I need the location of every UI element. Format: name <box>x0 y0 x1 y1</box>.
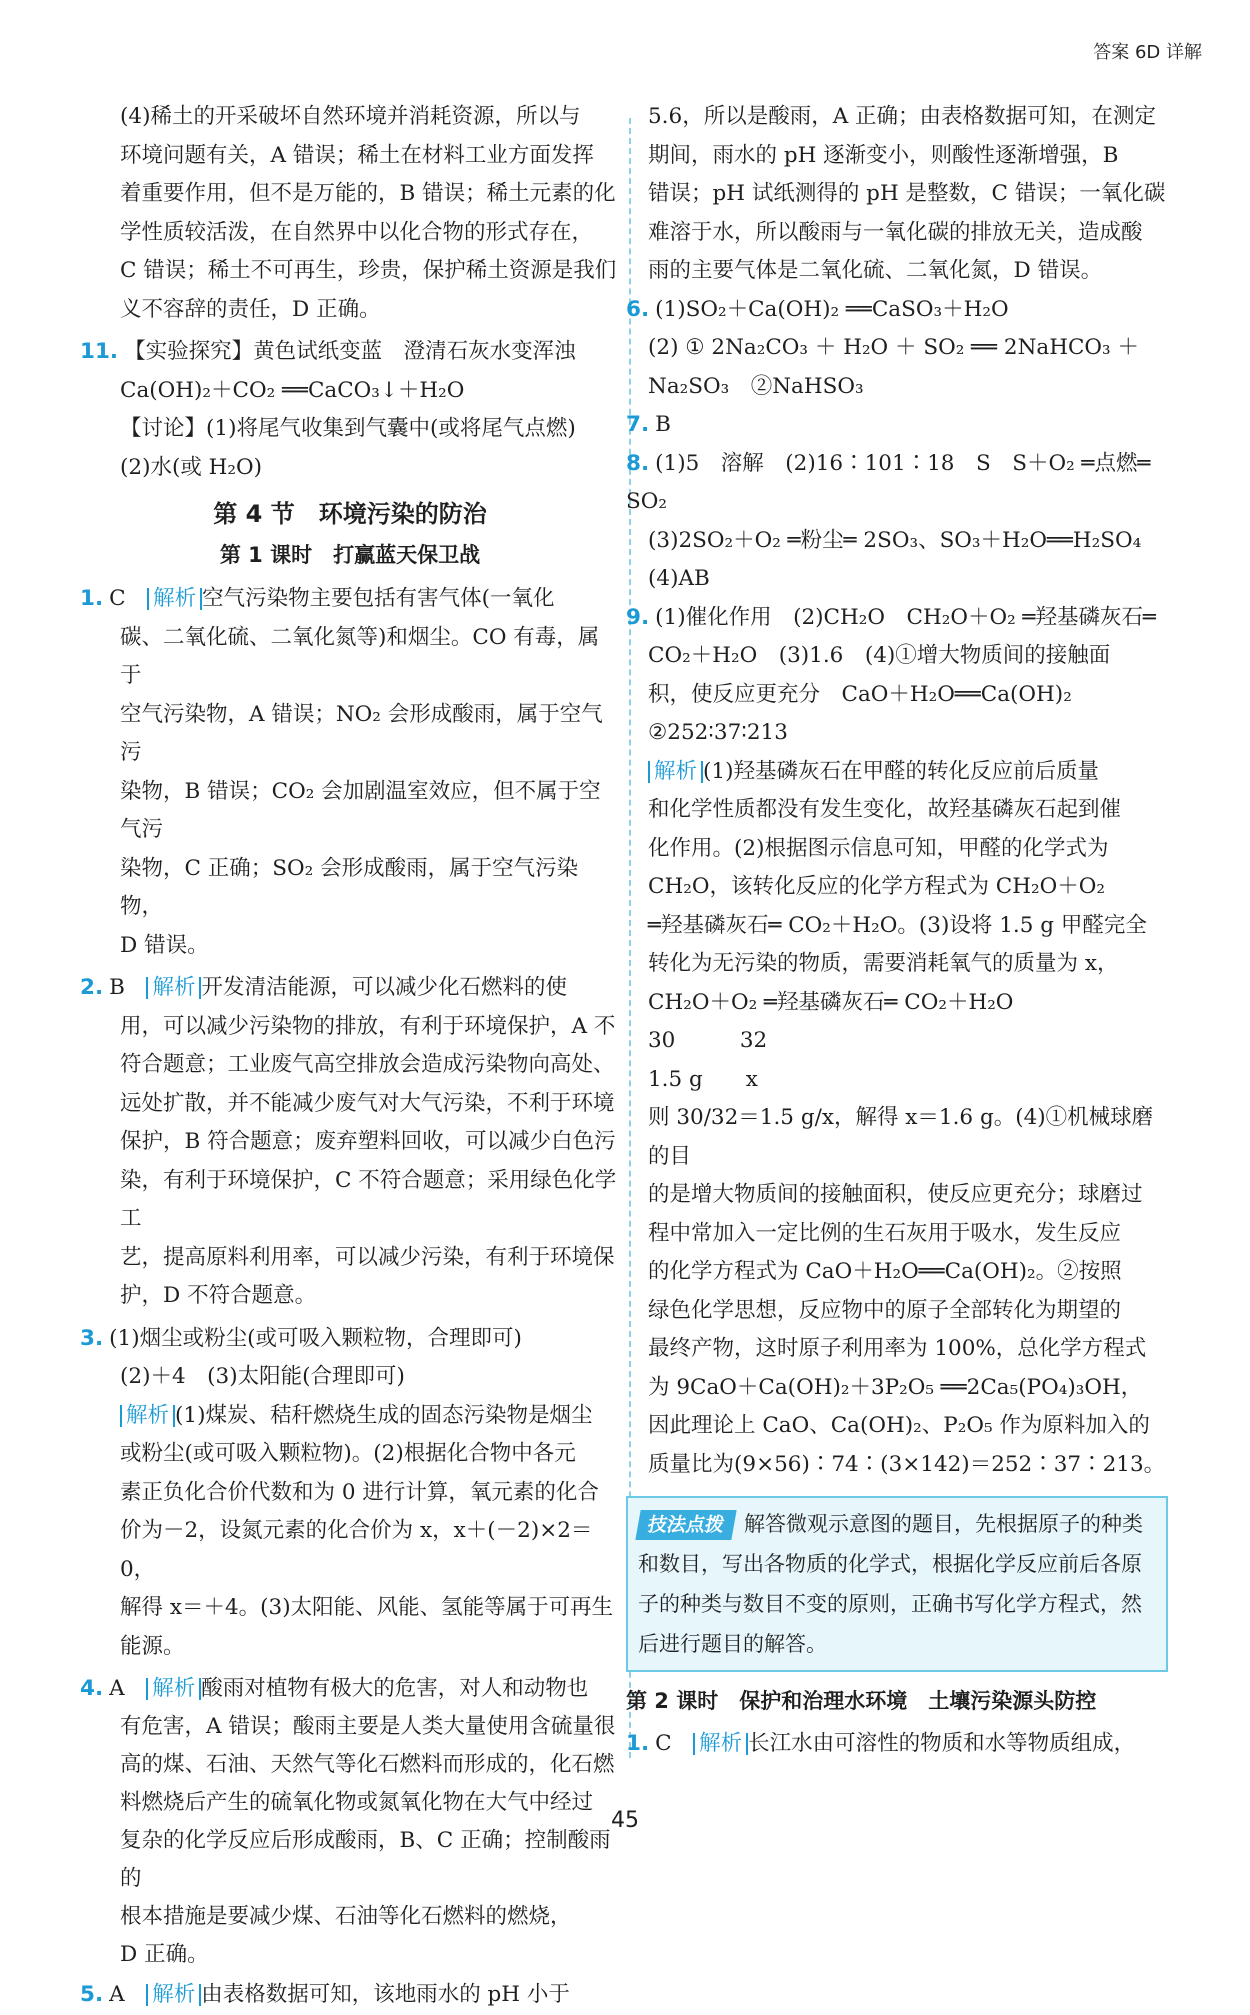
text-line: 开发清洁能源，可以减少化石燃料的使 <box>201 975 567 1000</box>
text-line: 染物，C 正确；SO₂ 会形成酸雨，属于空气污染物， <box>120 855 579 919</box>
text-line: 积，使反应更充分 CaO＋H₂O══Ca(OH)₂ <box>648 681 1072 707</box>
text-line: D 错误。 <box>120 932 209 958</box>
question-number: 5. <box>80 1982 104 2007</box>
text-line: 转化为无污染的物质，需要消耗氧气的质量为 x， <box>648 951 1119 976</box>
text-line: 环境问题有关，A 错误；稀土在材料工业方面发挥 <box>120 142 594 168</box>
question-number: 8. <box>626 450 650 476</box>
tip-box <box>626 1496 1168 1672</box>
text-line: 能源。 <box>120 1633 185 1659</box>
text-line: 由表格数据可知，该地雨水的 pH 小于 <box>201 1982 570 2007</box>
text-line: (1)SO₂＋Ca(OH)₂ ══CaSO₃＋H₂O <box>655 296 1009 322</box>
text-line: 程中常加入一定比例的生石灰用于吸水，发生反应 <box>648 1220 1122 1246</box>
text-line: 5.6，所以是酸雨，A 正确；由表格数据可知，在测定 <box>648 104 1157 129</box>
text-line: 高的煤、石油、天然气等化石燃料而形成的，化石燃 <box>120 1752 615 1777</box>
text-line: 素正负化合价代数和为 0 进行计算，氧元素的化合 <box>120 1479 599 1505</box>
text-line: (1)煤炭、秸秆燃烧生成的固态污染物是烟尘 <box>175 1402 593 1428</box>
text-line: 则 30/32＝1.5 g/x，解得 x＝1.6 g。(4)①机械球磨的目 <box>648 1105 1154 1169</box>
text-line: 着重要作用，但不是万能的，B 错误；稀土元素的化 <box>120 181 616 206</box>
text-line: (2) ① 2Na₂CO₃ ＋ H₂O ＋ SO₂ ══ 2NaHCO₃ ＋ <box>648 335 1139 360</box>
tip-text: 解答微观示意图的题目，先根据原子的种类和数目，写出各物质的化学式，根据化学反应前后各原子的种类与数目不变的原则，正确书写化学方程式，然后进行题目的解答。 <box>638 1512 1144 1656</box>
text-line: Ca(OH)₂＋CO₂ ══CaCO₃↓＋H₂O <box>120 377 465 403</box>
text-line: ═羟基磷灰石═ CO₂＋H₂O。(3)设将 1.5 g 甲醛完全 <box>648 912 1147 938</box>
text-line: C 错误；稀土不可再生，珍贵，保护稀土资源是我们 <box>120 258 617 283</box>
text-line: 学性质较活泼，在自然界中以化合物的形式存在， <box>120 219 594 245</box>
q8-answer <box>626 445 1168 599</box>
question-number: 6. <box>626 296 650 322</box>
text-line: (1)烟尘或粉尘(或可吸入颗粒物，合理即可) <box>109 1325 522 1351</box>
analysis-tag: 解析 <box>147 588 202 610</box>
lesson-title-2: 第 2 课时 保护和治理水环境 土壤污染源头防控 <box>626 1689 1097 1713</box>
text-line: 有危害，A 错误；酸雨主要是人类大量使用含硫量很 <box>120 1714 616 1739</box>
text-line: 解得 x＝＋4。(3)太阳能、风能、氢能等属于可再生 <box>120 1595 614 1620</box>
q10-continuation <box>80 98 620 329</box>
text-line: CH₂O＋O₂ ═羟基磷灰石═ CO₂＋H₂O <box>648 989 1014 1015</box>
text-line: 最终产物，这时原子利用率为 100%，总化学方程式 <box>648 1336 1147 1361</box>
text-line: 碳、二氧化硫、二氧化氮等)和烟尘。CO 有毒，属于 <box>120 624 600 688</box>
analysis-tag: 解析 <box>146 977 201 999</box>
text-line: 和化学性质都没有发生变化，故羟基磷灰石起到催 <box>648 797 1122 822</box>
q2-answer <box>80 969 620 1316</box>
text-line: 空气污染物主要包括有害气体(一氧化 <box>202 586 555 611</box>
text-line: 雨的主要气体是二氧化硫、二氧化氮，D 错误。 <box>648 258 1103 283</box>
text-line: (1)催化作用 (2)CH₂O CH₂O＋O₂ ═羟基磷灰石═ <box>655 604 1156 630</box>
text-line: CO₂＋H₂O (3)1.6 (4)①增大物质间的接触面 <box>648 643 1111 668</box>
q7-answer <box>626 406 1168 445</box>
text-line: 根本措施是要减少煤、石油等化石燃料的燃烧， <box>120 1904 572 1929</box>
text-line: (3)2SO₂＋O₂ ═粉尘═ 2SO₃、SO₃＋H₂O══H₂SO₄ <box>648 527 1142 553</box>
text-line: (4)稀土的开采破坏自然环境并消耗资源，所以与 <box>120 104 581 129</box>
text-line: 【讨论】(1)将尾气收集到气囊中(或将尾气点燃) <box>120 416 576 441</box>
question-number: 1. <box>80 586 104 611</box>
text-line: 难溶于水，所以酸雨与一氧化碳的排放无关，造成酸 <box>648 219 1143 245</box>
text-line: (1)5 溶解 (2)16∶101∶18 S S＋O₂ ═点燃═ SO₂ <box>626 450 1151 514</box>
text-line: 符合题意；工业废气高空排放会造成污染物向高处、 <box>120 1052 615 1077</box>
text-line: 【实验探究】黄色试纸变蓝 澄清石灰水变浑浊 <box>124 339 576 364</box>
text-line: (2)水(或 H₂O) <box>120 454 263 480</box>
question-number: 7. <box>626 412 650 437</box>
answer-letter: A <box>109 1676 125 1701</box>
text-line: 用，可以减少污染物的排放，有利于环境保护，A 不 <box>120 1013 616 1039</box>
text-line: 复杂的化学反应后形成酸雨，B、C 正确；控制酸雨的 <box>120 1828 611 1891</box>
answer-letter: A <box>109 1982 125 2007</box>
text-line: 义不容辞的责任，D 正确。 <box>120 296 381 322</box>
analysis-tag: 解析 <box>146 1678 201 1700</box>
section-title: 第 4 节 环境污染的防治 <box>213 500 487 528</box>
text-line: (4)AB <box>648 566 710 591</box>
question-number: 9. <box>626 604 650 630</box>
text-line: 为 9CaO＋Ca(OH)₂＋3P₂O₅ ══2Ca₅(PO₄)₃OH， <box>648 1374 1143 1400</box>
question-number: 4. <box>80 1676 104 1701</box>
text-line: 染物，B 错误；CO₂ 会加剧温室效应，但不属于空气污 <box>120 778 601 842</box>
question-number: 3. <box>80 1325 104 1351</box>
text-line: 空气污染物，A 错误；NO₂ 会形成酸雨，属于空气污 <box>120 701 603 765</box>
page-number: 45 <box>611 1808 639 1833</box>
q9-answer <box>626 599 1168 1485</box>
tip-label: 技法点拨 <box>635 1510 736 1540</box>
question-number: 2. <box>80 975 104 1000</box>
text-line: 长江水由可溶性的物质和水等物质组成， <box>748 1730 1136 1756</box>
text-line: 期间，雨水的 pH 逐渐变小，则酸性逐渐增强，B <box>648 142 1119 168</box>
text-line: CH₂O，该转化反应的化学方程式为 CH₂O＋O₂ <box>648 874 1105 899</box>
analysis-tag: 解析 <box>120 1405 175 1427</box>
text-line: 1.5 g x <box>648 1066 758 1092</box>
text-line: 价为－2，设氮元素的化合价为 x，x＋(－2)×2＝0， <box>120 1518 593 1582</box>
text-line: 保护，B 符合题意；废弃塑料回收，可以减少白色污 <box>120 1129 616 1154</box>
text-line: (1)羟基磷灰石在甲醛的转化反应前后质量 <box>703 758 1099 784</box>
answer-letter: C <box>109 586 126 611</box>
right-column <box>626 98 1168 1763</box>
q1-answer <box>80 580 620 965</box>
answer-letter: B <box>109 975 125 1000</box>
lesson-title: 第 1 课时 打赢蓝天保卫战 <box>219 542 481 567</box>
page-header: 答案 6D 详解 <box>1093 42 1202 63</box>
text-line: 错误；pH 试纸测得的 pH 是整数，C 错误；一氧化碳 <box>648 181 1166 206</box>
text-line: ②252∶37∶213 <box>648 720 788 745</box>
text-line: 护，D 不符合题意。 <box>120 1283 317 1308</box>
text-line: 料燃烧后产生的硫氧化物或氮氧化物在大气中经过 <box>120 1790 594 1815</box>
text-line: 染，有利于环境保护，C 不符合题意；采用绿色化学工 <box>120 1167 617 1231</box>
text-line: 绿色化学思想，反应物中的原子全部转化为期望的 <box>648 1297 1122 1323</box>
text-line: 因此理论上 CaO、Ca(OH)₂、P₂O₅ 作为原料加入的 <box>648 1413 1150 1438</box>
q1b-answer <box>626 1725 1168 1764</box>
text-line: 艺，提高原料利用率，可以减少污染，有利于环境保 <box>120 1244 615 1270</box>
text-line: D 正确。 <box>120 1942 209 1967</box>
text-line: 酸雨对植物有极大的危害，对人和动物也 <box>201 1676 589 1701</box>
q5-continuation <box>648 98 1168 291</box>
answer-letter: B <box>655 412 671 437</box>
text-line: 的化学方程式为 CaO＋H₂O══Ca(OH)₂。②按照 <box>648 1259 1122 1284</box>
q3-answer <box>80 1320 620 1667</box>
answer-letter: C <box>655 1730 672 1756</box>
text-line: (2)＋4 (3)太阳能(合理即可) <box>120 1364 405 1389</box>
left-column <box>80 98 620 2015</box>
question-number: 1. <box>626 1730 650 1756</box>
text-line: 的是增大物质间的接触面积，使反应更充分；球磨过 <box>648 1182 1143 1207</box>
q6-answer <box>626 291 1168 407</box>
text-line: 质量比为(9×56)∶74∶(3×142)＝252∶37∶213。 <box>648 1451 1166 1477</box>
text-line: 远处扩散，并不能减少废气对大气污染，不利于环境 <box>120 1090 615 1116</box>
text-line: Na₂SO₃ ②NaHSO₃ <box>648 373 864 399</box>
q5-answer <box>80 1976 620 2015</box>
question-number: 11. <box>80 339 119 364</box>
analysis-tag: 解析 <box>648 761 703 783</box>
q11-answer <box>80 333 620 487</box>
text-line: 或粉尘(或可吸入颗粒物)。(2)根据化合物中各元 <box>120 1441 576 1466</box>
analysis-tag: 解析 <box>693 1733 748 1755</box>
analysis-tag: 解析 <box>146 1984 201 2006</box>
text-line: 30 32 <box>648 1028 768 1053</box>
text-line: 化作用。(2)根据图示信息可知，甲醛的化学式为 <box>648 835 1109 861</box>
